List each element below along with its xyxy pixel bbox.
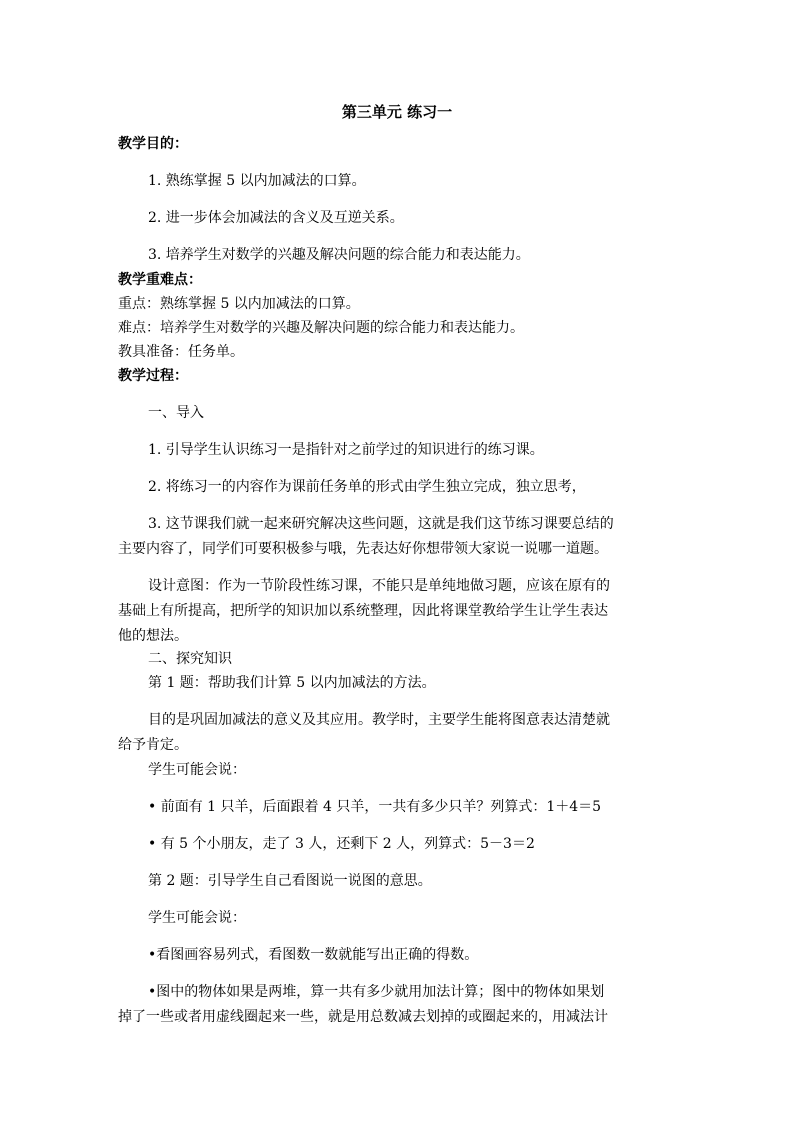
bullet-children: • 有 5 个小朋友，走了 3 人，还剩下 2 人，列算式：5－3＝2 xyxy=(148,836,535,852)
section-explore: 二、探究知识 xyxy=(148,651,232,667)
design-intent-cont-1: 基础上有所提高，把所学的知识加以系统整理，因此将课堂教给学生让学生表达 xyxy=(118,603,608,619)
question-1-purpose-cont: 给予肯定。 xyxy=(118,737,188,753)
design-intent-cont-2: 他的想法。 xyxy=(118,628,188,644)
students-may-say-2: 学生可能会说： xyxy=(148,910,246,926)
difficult-point: 难点：培养学生对数学的兴趣及解决问题的综合能力和表达能力。 xyxy=(118,320,524,336)
teaching-aids: 教具准备：任务单。 xyxy=(118,344,244,360)
intro-item-3-cont: 主要内容了，同学们可要积极参与哦，先表达好你想带领大家说一说哪一道题。 xyxy=(118,541,608,557)
heading-key-points: 教学重难点： xyxy=(118,272,202,288)
bullet-sheep: • 前面有 1 只羊，后面跟着 4 只羊，一共有多少只羊？列算式：1＋4＝5 xyxy=(148,799,602,815)
question-1: 第 1 题：帮助我们计算 5 以内加减法的方法。 xyxy=(148,675,436,691)
heading-process: 教学过程： xyxy=(118,368,188,384)
design-intent: 设计意图：作为一节阶段性练习课，不能只是单纯地做习题，应该在原有的 xyxy=(148,578,610,594)
section-intro: 一、导入 xyxy=(148,405,204,421)
question-2: 第 2 题：引导学生自己看图说一说图的意思。 xyxy=(148,873,432,889)
intro-item-3: 3. 这节课我们就一起来研究解决这些问题，这就是我们这节练习课要总结的 xyxy=(148,516,614,532)
bullet-objects: •图中的物体如果是两堆，算一共有多少就用加法计算；图中的物体如果划 xyxy=(148,984,605,1000)
students-may-say-1: 学生可能会说： xyxy=(148,762,246,778)
bullet-picture: •看图画容易列式，看图数一数就能写出正确的得数。 xyxy=(148,947,479,963)
heading-objectives: 教学目的： xyxy=(118,136,188,152)
objective-1: 1. 熟练掌握 5 以内加减法的口算。 xyxy=(148,173,366,189)
doc-title: 第三单元 练习一 xyxy=(341,103,453,121)
intro-item-2: 2. 将练习一的内容作为课前任务单的形式由学生独立完成，独立思考， xyxy=(148,479,586,495)
intro-item-1: 1. 引导学生认识练习一是指针对之前学过的知识进行的练习课。 xyxy=(148,442,544,458)
bullet-objects-cont: 掉了一些或者用虚线圈起来一些，就是用总数减去划掉的或圈起来的，用减法计 xyxy=(118,1009,608,1025)
objective-2: 2. 进一步体会加减法的含义及互逆关系。 xyxy=(148,210,404,226)
question-1-purpose: 目的是巩固加减法的意义及其应用。教学时，主要学生能将图意表达清楚就 xyxy=(148,712,610,728)
key-point: 重点：熟练掌握 5 以内加减法的口算。 xyxy=(118,296,360,312)
objective-3: 3. 培养学生对数学的兴趣及解决问题的综合能力和表达能力。 xyxy=(148,247,530,263)
